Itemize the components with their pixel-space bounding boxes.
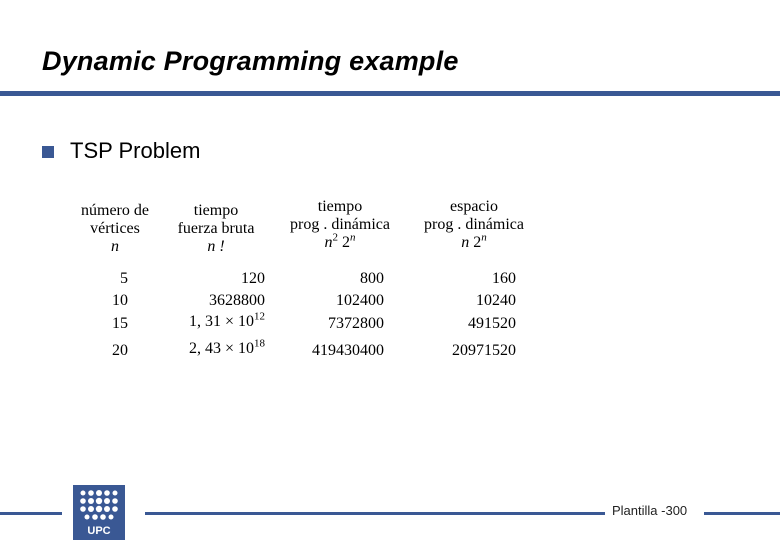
footer-rule-left	[0, 512, 62, 515]
table-cell: 20	[112, 342, 128, 359]
col3-exp2: n	[350, 231, 356, 244]
logo-text: UPC	[87, 525, 111, 537]
col3-header	[280, 198, 400, 252]
table-cell: 7372800	[328, 315, 384, 332]
mantissa: 1, 31 × 10	[188, 313, 254, 330]
col4-header-line2: prog . dinámica	[424, 216, 524, 233]
slide-title: Dynamic Programming example	[42, 46, 459, 76]
footer-text: Plantilla -300	[612, 503, 688, 518]
exponent: 12	[254, 310, 265, 323]
table-cell: 160	[492, 270, 516, 287]
col1-header-line3: n	[111, 238, 119, 255]
col4-header-line1: espacio	[450, 198, 498, 215]
col4-header-line3	[412, 231, 536, 252]
table-cell: 419430400	[312, 342, 384, 359]
table-cell: 15	[112, 315, 128, 332]
table-cell: 120	[241, 270, 265, 287]
table-cell: 3628800	[209, 292, 265, 309]
col4-header	[412, 198, 536, 252]
col2-header-line3: n !	[207, 238, 225, 255]
col3-two: 2	[338, 234, 350, 251]
table-cell	[188, 337, 265, 358]
table-cell: 5	[120, 270, 128, 287]
table-cell: 10240	[476, 292, 516, 309]
footer-rule-right	[704, 512, 780, 515]
title-divider	[0, 91, 780, 96]
table-cell: 20971520	[452, 342, 516, 359]
col3-header-line1: tiempo	[317, 198, 363, 215]
col3-exp1: 2	[332, 231, 338, 244]
col1-header-line2: vértices	[90, 220, 140, 237]
col4-two: 2	[469, 234, 482, 251]
table-cell: 102400	[336, 292, 384, 309]
col3-header-line3	[280, 231, 400, 252]
col1-header-line1: número de	[81, 202, 149, 219]
col2-header	[166, 202, 266, 256]
exponent: 18	[254, 337, 265, 350]
col1-header	[70, 202, 160, 256]
footer-rule-middle	[145, 512, 605, 515]
col3-header-line2: prog . dinámica	[290, 216, 390, 233]
upc-logo-icon	[73, 485, 125, 540]
col2-header-line1: tiempo	[193, 202, 239, 219]
col4-n: n	[461, 234, 470, 251]
bullet-text: TSP Problem	[70, 138, 201, 163]
mantissa: 2, 43 × 10	[188, 340, 254, 357]
table-cell: 10	[112, 292, 128, 309]
col4-exp: n	[481, 231, 487, 244]
square-bullet-icon	[42, 146, 54, 158]
table-cell: 800	[360, 270, 384, 287]
table-cell	[188, 310, 265, 331]
col3-n: n	[324, 234, 333, 251]
col2-header-line2: fuerza bruta	[177, 220, 255, 237]
table-cell: 491520	[468, 315, 516, 332]
